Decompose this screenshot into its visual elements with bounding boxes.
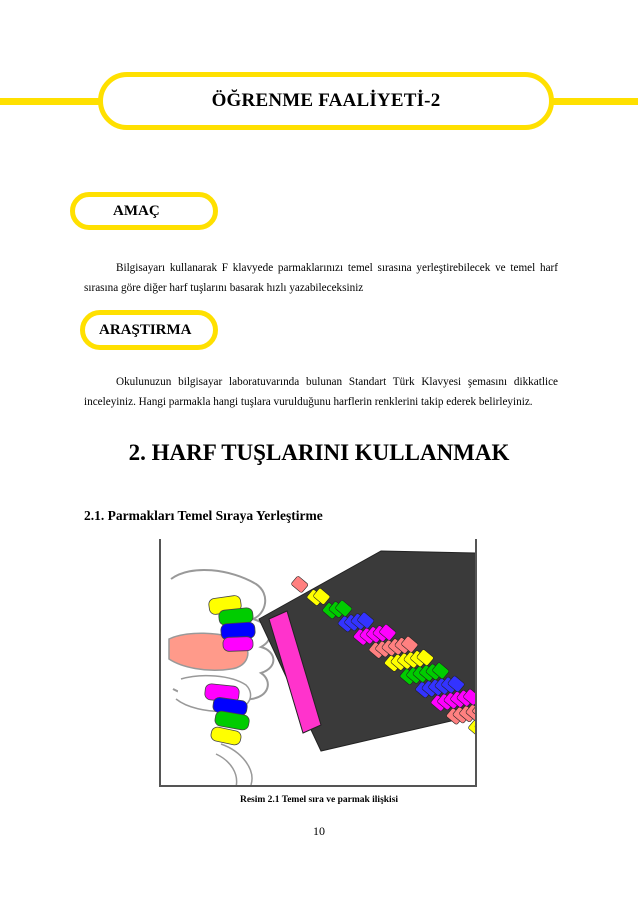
keyboard-figure xyxy=(159,539,477,787)
keyboard-hands-illustration xyxy=(161,539,477,787)
banner-bar-right xyxy=(552,98,638,105)
page-title: ÖĞRENME FAALİYETİ-2 xyxy=(211,90,441,111)
amac-label: AMAÇ xyxy=(113,202,160,219)
section-title: 2.1. Parmakları Temel Sıraya Yerleştirme xyxy=(84,508,323,523)
arastirma-label-box xyxy=(80,310,218,350)
chapter-title: 2. HARF TUŞLARINI KULLANMAK xyxy=(128,440,510,465)
amac-label-box xyxy=(70,192,218,230)
arastirma-label: ARAŞTIRMA xyxy=(99,321,192,338)
arastirma-paragraph: Okulunuzun bilgisayar laboratuvarında bulunan Standart Türk Klavyesi şemasını dikkatlice inceleyiniz. Hangi parmakla hangi tuşlara vurulduğunu harflerin renklerini takip ederek belirleyiniz. xyxy=(84,376,558,408)
keyboard-key xyxy=(291,576,309,593)
learning-activity-banner xyxy=(98,72,554,130)
page-number: 10 xyxy=(313,824,325,838)
banner-bar-left xyxy=(0,98,100,105)
figure-caption: Resim 2.1 Temel sıra ve parmak ilişkisi xyxy=(239,795,399,805)
amac-paragraph: Bilgisayarı kullanarak F klavyede parmaklarınızı temel sırasına yerleştirebilecek ve temel harf sırasına göre diğer harf tuşlarını basarak hızlı yazabileceksiniz xyxy=(84,262,558,294)
